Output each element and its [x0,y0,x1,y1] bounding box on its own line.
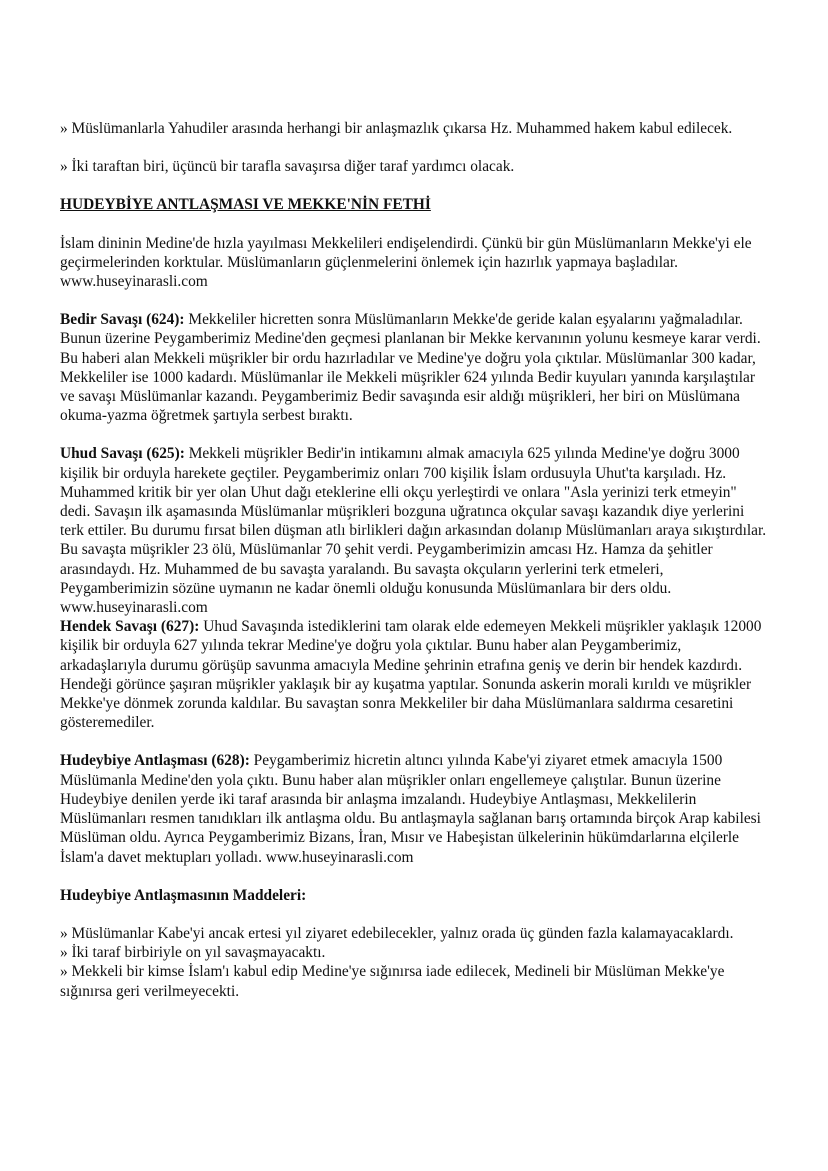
intro-item-1: » Müslümanlarla Yahudiler arasında herhangi bir anlaşmazlık çıkarsa Hz. Muhammed hakem kabul edilecek. [60,120,733,137]
article-item-3: » Mekkeli bir kimse İslam'ı kabul edip Medine'ye sığınırsa iade edilecek, Medineli bir Müslüman Mekke'ye sığınırsa geri verilmeyecekti. [60,963,725,1000]
uhud-text: Mekkeli müşrikler Bedir'in intikamını almak amacıyla 625 yılında Medine'ye doğru 3000 kişilik bir orduyla harekete geçtiler. Peygamberimiz onları 700 kişilik İslam ordusuyla Uhut'ta karşıladı. Hz. Muhammed kritik bir yer olan Uhut dağı eteklerine elli okçu yerleştirdi ve onlara "Asla yerinizi terk etmeyin" dedi. Savaşın ilk aşamasında Müslümanlar müşrikleri bozguna uğratınca okçular savaşı kazandık diye yerlerini terk ettiler. Bu durumu fırsat bilen düşman atlı birlikleri dağın arkasından dolanıp Müslümanları araya sıkıştırdılar. Bu savaşta müşrikler 23 ölü, Müslümanlar 70 şehit verdi. Peygamberimizin amcası Hz. Hamza da şehitler arasındaydı. Hz. Muhammed de bu savaşta yaralandı. Bu savaşta okçuların yerlerini terk etmeleri, Peygamberimizin sözüne uymanın ne kadar önemli olduğu konusunda Müslümanlara bir ders oldu. www.huseyinarasli.com [60,445,767,617]
section-title: HUDEYBİYE ANTLAŞMASI VE MEKKE'NİN FETHİ [60,196,431,214]
hudeybiye-title: Hudeybiye Antlaşması (628): [60,752,250,770]
hendek-text: Uhud Savaşında istediklerini tam olarak elde edemeyen Mekkeli müşrikler yaklaşık 12000 kişilik bir orduyla 627 yılında tekrar Medine'ye doğru yola çıktılar. Bunu haber alan Peygamberimiz, arkadaşlarıyla durumu görüşüp savunma amacıyla Medine şehrinin etrafına geniş ve derin bir hendek kazdırdı. Hendeği görünce şaşıran müşrikler yaklaşık bir ay kuşatma yaptılar. Sonunda askerin morali kırıldı ve müşrikler Mekke'ye dönmek zorunda kaldılar. Bu savaştan sonra Mekkeliler bir daha Müslümanlara saldırma cesaretini gösteremediler. [60,618,762,732]
hendek-paragraph [60,617,768,732]
intro-item-2: » İki taraftan biri, üçüncü bir tarafla savaşırsa diğer taraf yardımcı olacak. [60,158,515,176]
intro-paragraph: İslam dininin Medine'de hızla yayılması Mekkelileri endişelendirdi. Çünkü bir gün Müslümanların Mekke'yi ele geçirmelerinden korktular. Müslümanların güçlenmelerini önlemek için hazırlık yapmaya başladılar. www.huseyinarasli.com [60,234,752,291]
hudeybiye-paragraph [60,751,768,866]
hudeybiye-text: Peygamberimiz hicretin altıncı yılında Kabe'yi ziyaret etmek amacıyla 1500 Müslümanla Medine'den yola çıktı. Bunu haber alan müşrikler onları engellemeye çalıştılar. Bunun üzerine Hudeybiye denilen yerde iki taraf arasında bir anlaşma imzalandı. Hudeybiye Antlaşması, Mekkelilerin Müslümanları resmen tanıdıkları ilk antlaşma oldu. Bu antlaşmayla sağlanan barış ortamında birçok Arap kabilesi Müslüman oldu. Ayrıca Peygamberimiz Bizans, İran, Mısır ve Habeşistan ülkelerinin hükümdarlarına elçilerle İslam'a davet mektupları yolladı. www.huseyinarasli.com [60,752,761,866]
bedir-text: Mekkeliler hicretten sonra Müslümanların Mekke'de geride kalan eşyalarını yağmaladılar. Bunun üzerine Peygamberimiz Medine'den geçmesi planlanan bir Mekke kervanının yolunu kesmeye karar verdi. Bu haberi alan Mekkeli müşrikler bir ordu hazırladılar ve Medine'ye doğru yola çıktılar. Müslümanlar 300 kadar, Mekkeliler ise 1000 kadardı. Müslümanlar ile Mekkeli müşrikler 624 yılında Bedir kuyuları yanında karşılaştılar ve savaşı Müslümanlar kazandı. Peygamberimiz Bedir savaşında esir aldığı müşrikleri, her biri on Müslümana okuma-yazma öğretmek şartıyla serbest bıraktı. [60,311,761,425]
articles-title: Hudeybiye Antlaşmasının Maddeleri: [60,886,307,904]
uhud-paragraph [60,444,768,617]
article-item-1: » Müslümanlar Kabe'yi ancak ertesi yıl ziyaret edebilecekler, yalnız orada üç günden fazla kalamayacaklardı. [60,924,734,942]
uhud-title: Uhud Savaşı (625): [60,445,185,463]
article-item-2: » İki taraf birbiriyle on yıl savaşmayacaktı. [60,944,326,962]
bedir-paragraph [60,310,768,425]
hendek-title: Hendek Savaşı (627): [60,618,200,636]
bedir-title: Bedir Savaşı (624): [60,311,185,329]
